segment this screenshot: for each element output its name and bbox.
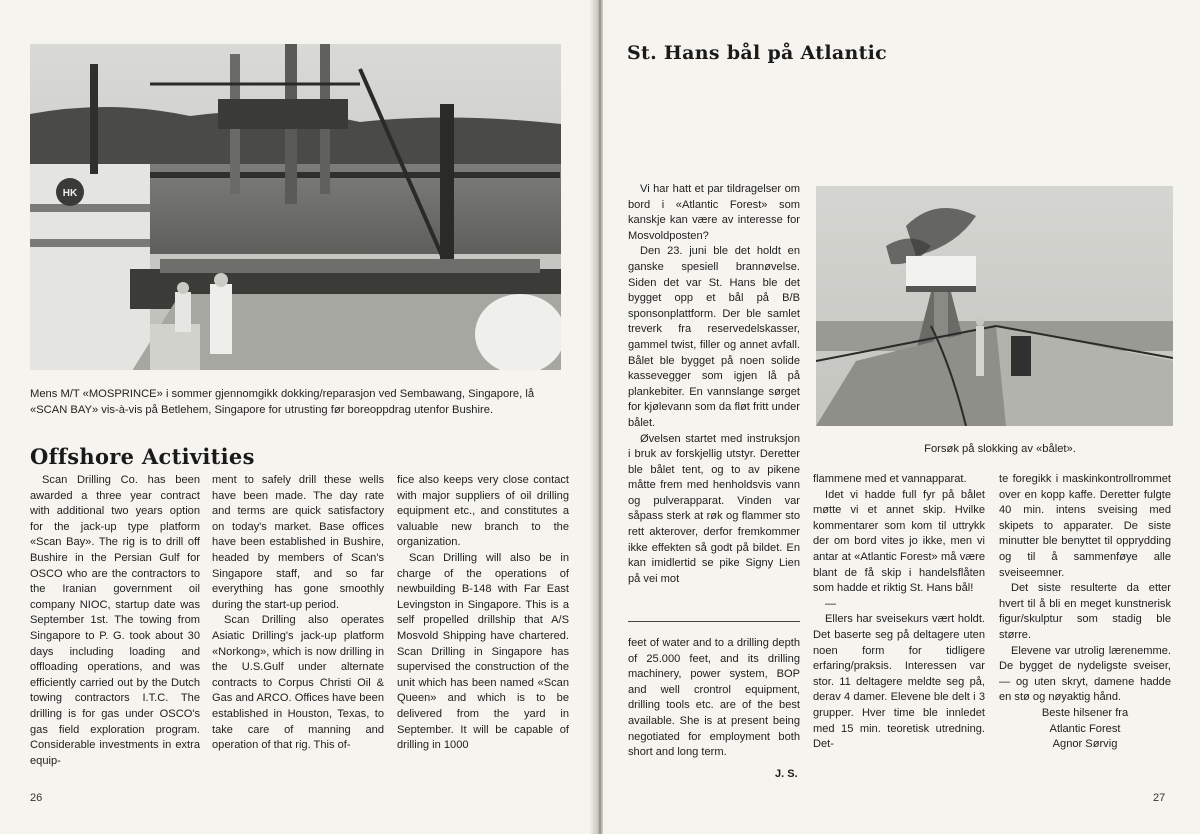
page-number: 27 — [1153, 792, 1166, 804]
paragraph: Det siste resulterte da etter hvert til å bli en meget kunstnerisk figur/skulptur som stadig ble større. — [999, 582, 1171, 641]
paragraph: Ellers har sveisekurs vært holdt. Det baserte seg på deltagere uten noen form for tidligere erfaring/praksis. Interessen var stor. 11 deltagere meldte seg på, derav 4 damer. Elevene ble delt i 3 grupper. Hver time ble innledet med 15 min. teoretisk utredning. Det- — [813, 613, 985, 751]
article-column-3 — [397, 473, 569, 754]
paragraph: Idet vi hadde full fyr på bålet møtte vi et annet skip. Hvilke kommentarer som kom til uttrykk der om bord vites jo ikke, men vi antar at «Atlantic Forest» må være blant de få skip i handelsflåten som hadde et riktig St. Hans bål! — [813, 488, 985, 595]
paragraph: Øvelsen startet med instruksjon i bruk av forskjellig utstyr. Deretter ble bålet tent, og to av pikene måtte frem med henholdsvis vann og pulverapparat. Vinden var såpass sterk at røk og flammer sto rett akterover, derfor fremkommer ikke effekten så godt på bildet. En kan imidlertid se pike Signy Lien på vei mot — [628, 432, 800, 585]
page-number: 26 — [30, 792, 43, 804]
paragraph: Den 23. juni ble det holdt en ganske spesiell brannøvelse. Siden det var St. Hans ble det bygget opp et bål på B/B sponsonplattform. Der ble samlet treverk fra reservedelskasser, gammel twist, filler og annet avfall. Bålet ble bygget på noen solide kassevegger som igjen lå på plankebiter. En vannslange sørget for kjølevann som da fløt fritt under bålet. — [628, 245, 800, 429]
paragraph: Elevene var utrolig lærenemme. De bygget de nydeligste sveiser, — og uten skryt, damene hadde en stø og nøyaktig hånd. — [999, 644, 1171, 704]
article-heading: St. Hans bål på Atlantic — [627, 42, 888, 64]
photo-caption: Mens M/T «MOSPRINCE» i sommer gjennomgikk dokking/reparasjon ved Sembawang, Singapore, lå «SCAN BAY» vis-à-vis på Betlehem, Singapore for utrusting før boreoppdrag utenfor Bushire. — [30, 388, 535, 416]
photo-scan-bay-rig — [30, 44, 561, 370]
paragraph: Scan Drilling also operates Asiatic Drilling's jack-up platform «Norkong», which is now drilling in the U.S.Gulf under alternate contracts to Corpus Christi Oil & Gas and ARCO. Offices have been established in Houston, Texas, to take care of manning and operation of that rig. This of- — [212, 614, 384, 752]
article-column-1 — [628, 182, 800, 587]
article-column-2 — [212, 473, 384, 754]
photo-fire-drill — [816, 186, 1173, 426]
closing-greeting: Beste hilsener fra — [1041, 706, 1129, 719]
paragraph: te foregikk i maskinkontrollrommet over en kopp kaffe. Deretter fulgte 40 min. intens sveising med skipets to apparater. De siste minutter ble benyttet til opprydding og til å sammenføye alle sveiseemner. — [999, 473, 1171, 579]
paragraph: fice also keeps very close contact with major suppliers of oil drilling equipment etc., and constitutes a valuable new branch to the organization. — [397, 474, 569, 549]
article-heading: Offshore Activities — [30, 444, 255, 469]
continued-column — [628, 636, 800, 761]
column-divider — [628, 621, 800, 622]
paragraph: Scan Drilling Co. has been awarded a three year contract with additional two years option for the jack-up type platform «Scan Bay». The rig is to drill off Bushire in the Persian Gulf for OSCO who are the contractors to the Iranian government oil company NIOC, startup date was September 1st. The towing from Singapore to P. G. took about 30 days including loading and offloading operations, and was efficiently carried out by the Dutch towing contractors I.T.C. The drilling is for gas under OSCO's gas field exploration program. Considerable investments in extra equip- — [30, 474, 200, 767]
paragraph: flammene med et vannapparat. — [813, 473, 967, 485]
photo-caption: Forsøk på slokking av «bålet». — [924, 443, 1076, 455]
paragraph: ment to safely drill these wells have been made. The day rate and terms are quick satisfactory on today's market. Base offices have been established in Bushire, headed by members of Scan's Singapore staff, and so far everything has gone smoothly during the start-up period. — [212, 474, 384, 611]
left-page — [0, 0, 597, 834]
paragraph: Vi har hatt et par tildragelser om bord i «Atlantic Forest» som kanskje kan være av interesse for Mosvoldposten? — [628, 183, 800, 242]
section-dash: — — [825, 597, 837, 610]
closing-author: Agnor Sørvig — [1052, 738, 1118, 751]
closing-ship: Atlantic Forest — [1049, 722, 1121, 735]
article-column-3 — [999, 472, 1171, 753]
ship-funnel-logo: HK — [62, 188, 78, 199]
paragraph: feet of water and to a drilling depth of 25.000 feet, and its drilling machinery, power system, BOP and well crontrol equipment, drilling tools etc. are of the best available. She is at present being negotiated for employment both short and long term. — [628, 637, 800, 759]
paragraph: Scan Drilling will also be in charge of the operations of newbuilding B-148 with Far East Levingston in Singapore. This is a self propelled drillship that A/S Mosvold Shipping have chartered. Scan Drilling in Singapore has supervised the construction of the unit which has been named «Scan Queen» and which is to be delivered from the yard in September. It will be capable of drilling in 1000 — [397, 551, 569, 752]
author-signature: J. S. — [775, 768, 798, 780]
article-column-1 — [30, 473, 200, 769]
article-column-2 — [813, 472, 985, 753]
